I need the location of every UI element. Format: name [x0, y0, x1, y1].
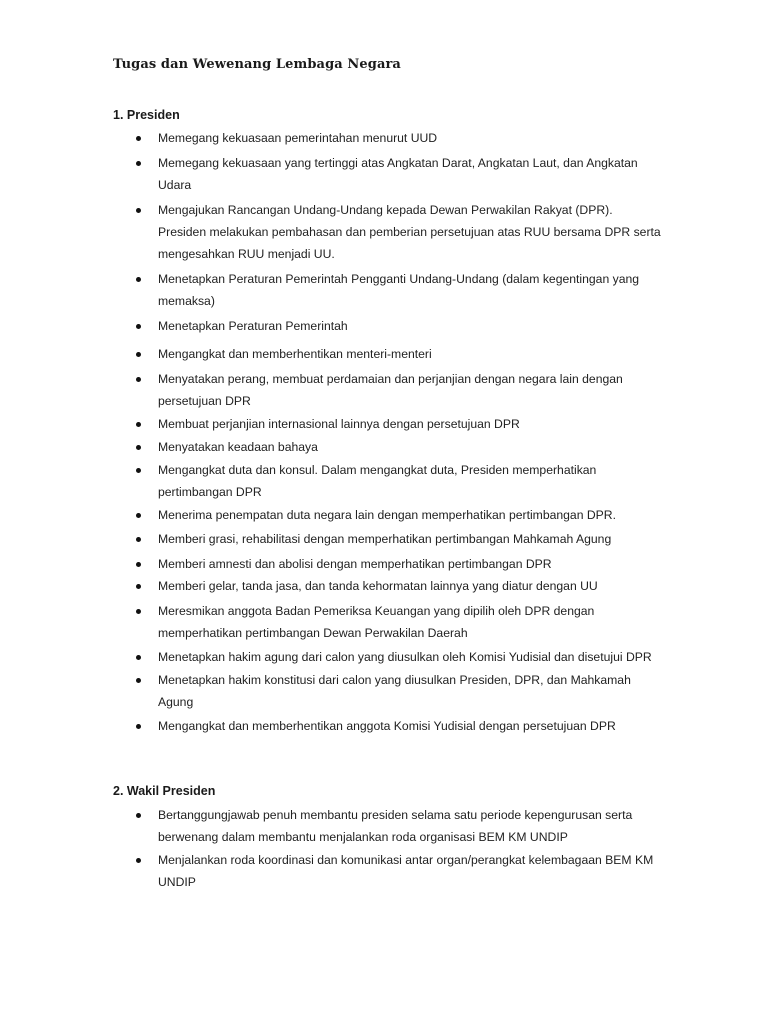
list-item: Menetapkan hakim konstitusi dari calon yang diusulkan Presiden, DPR, dan Mahkamah Agung: [0, 669, 663, 713]
list-item: Mengangkat duta dan konsul. Dalam mengangkat duta, Presiden memperhatikan pertimbangan DPR: [0, 459, 663, 503]
list-item: Memegang kekuasaan yang tertinggi atas Angkatan Darat, Angkatan Laut, dan Angkatan Udara: [0, 152, 663, 196]
wakil-presiden-duties-list: [0, 804, 768, 893]
list-item: Mengajukan Rancangan Undang-Undang kepada Dewan Perwakilan Rakyat (DPR). Presiden melakukan pembahasan dan pemberian persetujuan atas RUU bersama DPR serta mengesahkan RUU menjadi UU.: [0, 199, 663, 265]
bullet-icon: [136, 352, 141, 357]
bullet-icon: [136, 208, 141, 213]
section-heading-wakil-presiden: 2. Wakil Presiden: [113, 784, 216, 798]
document-title: Tugas dan Wewenang Lembaga Negara: [113, 57, 401, 72]
list-item: Menerima penempatan duta negara lain dengan memperhatikan pertimbangan DPR.: [0, 504, 663, 526]
bullet-icon: [136, 513, 141, 518]
list-item: Bertanggungjawab penuh membantu presiden selama satu periode kepengurusan serta berwenang dalam membantu menjalankan roda organisasi BEM KM UNDIP: [0, 804, 663, 848]
bullet-icon: [136, 678, 141, 683]
list-item: Menyatakan perang, membuat perdamaian dan perjanjian dengan negara lain dengan persetujuan DPR: [0, 368, 663, 412]
list-item: Memegang kekuasaan pemerintahan menurut UUD: [0, 127, 663, 149]
presiden-duties-list: [0, 127, 768, 737]
bullet-icon: [136, 468, 141, 473]
bullet-icon: [136, 445, 141, 450]
bullet-icon: [136, 609, 141, 614]
list-item: Menjalankan roda koordinasi dan komunikasi antar organ/perangkat kelembagaan BEM KM UNDIP: [0, 849, 663, 893]
bullet-icon: [136, 562, 141, 567]
list-item: Memberi gelar, tanda jasa, dan tanda kehormatan lainnya yang diatur dengan UU: [0, 575, 663, 597]
bullet-icon: [136, 161, 141, 166]
bullet-icon: [136, 277, 141, 282]
bullet-icon: [136, 377, 141, 382]
bullet-icon: [136, 858, 141, 863]
list-item: Mengangkat dan memberhentikan anggota Komisi Yudisial dengan persetujuan DPR: [0, 715, 663, 737]
list-item: Menetapkan Peraturan Pemerintah: [0, 315, 663, 337]
list-item: Memberi amnesti dan abolisi dengan memperhatikan pertimbangan DPR: [0, 553, 663, 575]
bullet-icon: [136, 422, 141, 427]
list-item: Memberi grasi, rehabilitasi dengan memperhatikan pertimbangan Mahkamah Agung: [0, 528, 663, 550]
list-item: Menyatakan keadaan bahaya: [0, 436, 663, 458]
list-item: Mengangkat dan memberhentikan menteri-menteri: [0, 343, 663, 365]
list-item: Menetapkan hakim agung dari calon yang diusulkan oleh Komisi Yudisial dan disetujui DPR: [0, 646, 663, 668]
bullet-icon: [136, 324, 141, 329]
list-item: Meresmikan anggota Badan Pemeriksa Keuangan yang dipilih oleh DPR dengan memperhatikan pertimbangan Dewan Perwakilan Daerah: [0, 600, 663, 644]
bullet-icon: [136, 537, 141, 542]
bullet-icon: [136, 584, 141, 589]
bullet-icon: [136, 724, 141, 729]
bullet-icon: [136, 136, 141, 141]
list-item: Membuat perjanjian internasional lainnya dengan persetujuan DPR: [0, 413, 663, 435]
section-heading-presiden: 1. Presiden: [113, 108, 180, 122]
bullet-icon: [136, 655, 141, 660]
list-item: Menetapkan Peraturan Pemerintah Pengganti Undang-Undang (dalam kegentingan yang memaksa): [0, 268, 663, 312]
bullet-icon: [136, 813, 141, 818]
